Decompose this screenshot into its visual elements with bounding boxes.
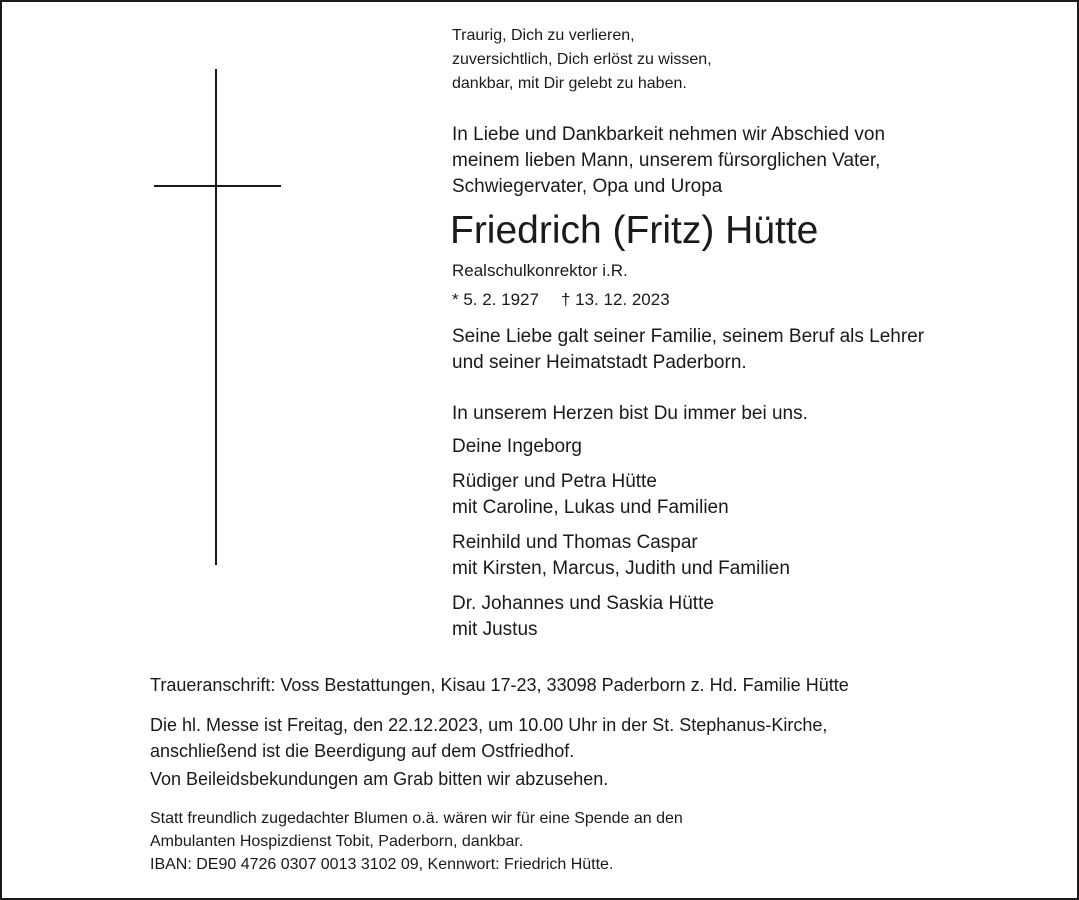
poem-line: Traurig, Dich zu verlieren,: [452, 27, 635, 44]
family-line: Reinhild und Thomas Caspar: [452, 532, 698, 553]
family-line: Rüdiger und Petra Hütte: [452, 471, 657, 492]
poem-line: zuversichtlich, Dich erlöst zu wissen,: [452, 51, 712, 68]
family-line: mit Kirsten, Marcus, Judith und Familien: [452, 558, 790, 579]
intro-text: [452, 122, 885, 200]
cross-horizontal-bar: [154, 185, 281, 187]
poem-line: dankbar, mit Dir gelebt zu haben.: [452, 75, 687, 92]
deceased-title: Realschulkonrektor i.R.: [452, 261, 628, 280]
intro-line: In Liebe und Dankbarkeit nehmen wir Abschied von: [452, 124, 886, 145]
family-line: mit Justus: [452, 619, 538, 640]
donation-line: Statt freundlich zugedachter Blumen o.ä. wären wir für eine Spende an den: [150, 810, 683, 827]
life-dates: [452, 288, 670, 312]
love-text: [452, 324, 924, 376]
family-entry: [452, 591, 714, 643]
heart-line: In unserem Herzen bist Du immer bei uns.: [452, 403, 808, 424]
mass-line: Die hl. Messe ist Freitag, den 22.12.2023, um 10.00 Uhr in der St. Stephanus-Kirche,: [150, 715, 828, 735]
deceased-name: Friedrich (Fritz) Hütte: [450, 209, 819, 252]
birth-date: * 5. 2. 1927: [452, 290, 539, 309]
mass-info: [150, 712, 827, 764]
family-entry: [452, 434, 582, 460]
donation-note: [150, 807, 683, 876]
family-entry: [452, 469, 729, 521]
death-date: † 13. 12. 2023: [560, 290, 670, 309]
family-entry: [452, 530, 790, 582]
cross-vertical-bar: [215, 69, 217, 565]
family-line: Deine Ingeborg: [452, 436, 582, 457]
intro-line: meinem lieben Mann, unserem fürsorglichen Vater,: [452, 150, 881, 171]
condolence-note: Von Beileidsbekundungen am Grab bitten wir abzusehen.: [150, 769, 609, 789]
donation-line: IBAN: DE90 4726 0307 0013 3102 09, Kennwort: Friedrich Hütte.: [150, 856, 614, 873]
family-line: Dr. Johannes und Saskia Hütte: [452, 593, 714, 614]
love-line: Seine Liebe galt seiner Familie, seinem Beruf als Lehrer: [452, 326, 925, 347]
donation-line: Ambulanten Hospizdienst Tobit, Paderborn, dankbar.: [150, 833, 524, 850]
intro-line: Schwiegervater, Opa und Uropa: [452, 176, 723, 197]
mass-line: anschließend ist die Beerdigung auf dem Ostfriedhof.: [150, 741, 575, 761]
mourning-address: Traueranschrift: Voss Bestattungen, Kisau 17-23, 33098 Paderborn z. Hd. Familie Hütte: [150, 675, 849, 695]
love-line: und seiner Heimatstadt Paderborn.: [452, 352, 747, 373]
poem: [452, 24, 712, 96]
family-line: mit Caroline, Lukas und Familien: [452, 497, 729, 518]
